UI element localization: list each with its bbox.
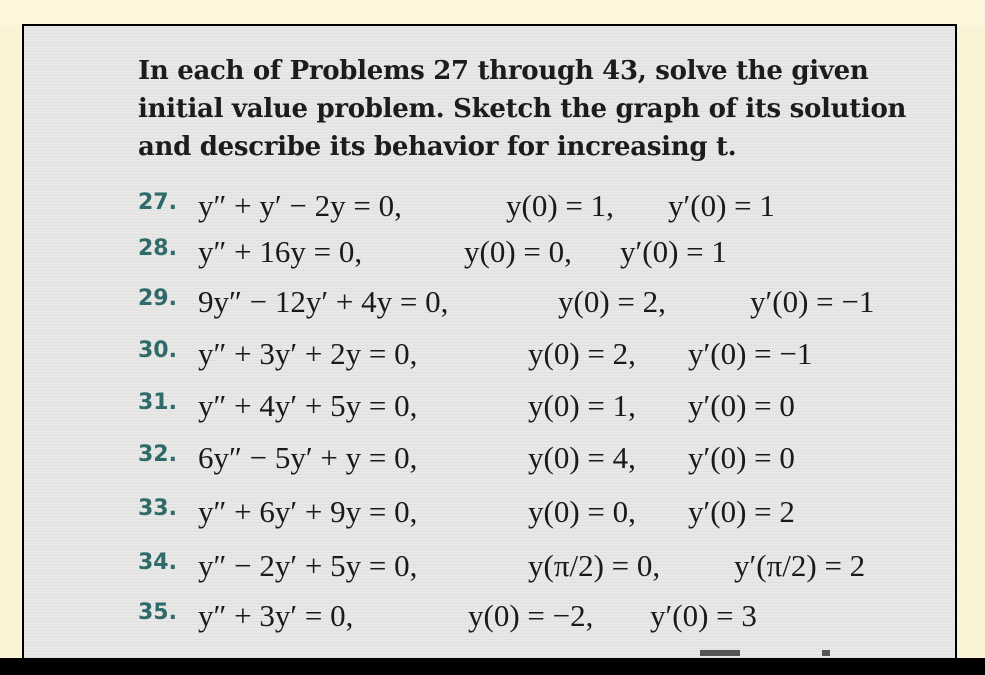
initial-condition-yprime: y′(0) = 0 [688, 388, 795, 423]
initial-condition-yprime: y′(0) = 1 [668, 188, 775, 223]
cut-off-text-fragment [700, 650, 740, 656]
initial-condition-yprime: y′(0) = 2 [688, 494, 795, 529]
problem-number: 31. [138, 390, 177, 415]
problem-number: 35. [138, 600, 177, 625]
problem-equation: y″ + 4y′ + 5y = 0, [198, 388, 418, 423]
problem-number: 30. [138, 338, 177, 363]
problem-number: 28. [138, 236, 177, 261]
problem-number: 34. [138, 550, 177, 575]
problem-equation: 9y″ − 12y′ + 4y = 0, [198, 284, 449, 319]
problem-equation: y″ − 2y′ + 5y = 0, [198, 548, 418, 583]
problem-equation: y″ + 3y′ = 0, [198, 598, 354, 633]
initial-condition-y: y(π/2) = 0, [528, 548, 661, 583]
initial-condition-yprime: y′(0) = −1 [688, 336, 813, 371]
problem-number: 33. [138, 496, 177, 521]
problem-equation: y″ + 6y′ + 9y = 0, [198, 494, 418, 529]
problem-equation: 6y″ − 5y′ + y = 0, [198, 440, 418, 475]
initial-condition-yprime: y′(π/2) = 2 [734, 548, 866, 583]
top-margin [0, 0, 985, 26]
problem-equation: y″ + 3y′ + 2y = 0, [198, 336, 418, 371]
initial-condition-y: y(0) = 4, [528, 440, 636, 475]
initial-condition-y: y(0) = −2, [468, 598, 594, 633]
initial-condition-yprime: y′(0) = 0 [688, 440, 795, 475]
initial-condition-y: y(0) = 2, [528, 336, 636, 371]
initial-condition-y: y(0) = 1, [528, 388, 636, 423]
initial-condition-yprime: y′(0) = −1 [750, 284, 875, 319]
initial-condition-yprime: y′(0) = 1 [620, 234, 727, 269]
problem-instructions: In each of Problems 27 through 43, solve the given initial value problem. Sketch the graph of its solution and describe its behavior for increasing t. [138, 56, 907, 162]
cut-off-text-fragment [822, 650, 830, 656]
initial-condition-y: y(0) = 1, [506, 188, 614, 223]
initial-condition-yprime: y′(0) = 3 [650, 598, 757, 633]
problem-equation: y″ + y′ − 2y = 0, [198, 188, 402, 223]
problem-number: 32. [138, 442, 177, 467]
problem-equation: y″ + 16y = 0, [198, 234, 363, 269]
initial-condition-y: y(0) = 2, [558, 284, 666, 319]
bottom-border [0, 658, 985, 675]
problem-number: 29. [138, 286, 177, 311]
initial-condition-y: y(0) = 0, [528, 494, 636, 529]
problem-number: 27. [138, 190, 177, 215]
initial-condition-y: y(0) = 0, [464, 234, 572, 269]
